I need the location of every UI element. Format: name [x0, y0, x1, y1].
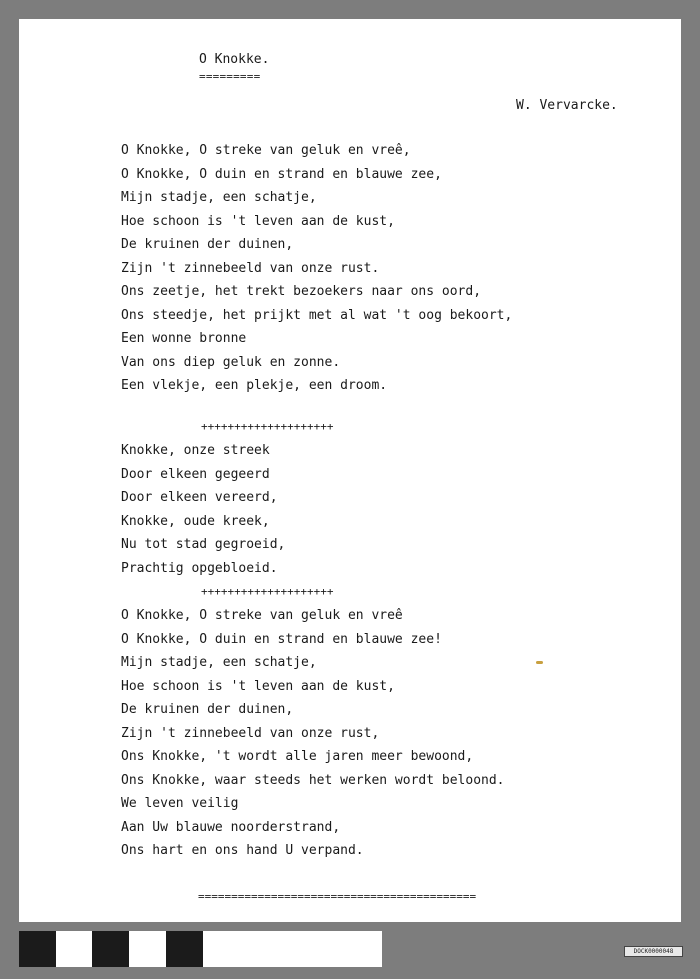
verse-line: Mijn stadje, een schatje, — [121, 190, 317, 205]
verse-line: O Knokke, O duin en strand en blauwe zee, — [121, 166, 442, 182]
verse-line: O Knokke, O streke van geluk en vreê — [121, 608, 403, 623]
verse-line: De kruinen der duinen, — [121, 237, 294, 252]
poem-title: O Knokke. — [199, 52, 270, 67]
verse-line: O Knokke, O streke van geluk en vreê, — [121, 143, 411, 158]
separator-2: ++++++++++++++++++++ — [201, 585, 334, 598]
verse-line: Knokke, oude kreek, — [121, 513, 270, 529]
verse-line: Ons Knokke, 't wordt alle jaren meer bewoond, — [121, 749, 474, 764]
title-underline: ========= — [199, 70, 261, 83]
stanza-1 — [121, 139, 512, 398]
closing-rule: ========================================== — [198, 890, 477, 903]
verse-line: Ons zeetje, het trekt bezoekers naar ons oord, — [121, 284, 482, 299]
stanza-3 — [121, 604, 505, 863]
scan-calibration-strip — [19, 931, 382, 967]
verse-line: Een vlekje, een plekje, een droom. — [121, 378, 388, 393]
verse-line: Mijn stadje, een schatje, — [121, 655, 317, 670]
verse-line: Een wonne bronne — [121, 331, 247, 346]
ink-speck — [536, 661, 543, 664]
stanza-2 — [121, 439, 285, 580]
verse-line: Ons hart en ons hand U verpand. — [121, 843, 364, 858]
verse-line: Hoe schoon is 't leven aan de kust, — [121, 213, 395, 229]
calibration-black-block — [166, 931, 203, 967]
verse-line: Nu tot stad gegroeid, — [121, 537, 286, 552]
calibration-black-block — [19, 931, 56, 967]
verse-line: De kruinen der duinen, — [121, 702, 294, 717]
calibration-black-block — [92, 931, 129, 967]
verse-line: We leven veilig — [121, 796, 239, 811]
verse-line: Door elkeen gegeerd — [121, 466, 270, 482]
verse-line: Zijn 't zinnebeeld van onze rust, — [121, 725, 380, 741]
separator-1: ++++++++++++++++++++ — [201, 420, 334, 433]
verse-line: Aan Uw blauwe noorderstrand, — [121, 819, 341, 835]
verse-line: Prachtig opgebloeid. — [121, 560, 278, 576]
verse-line: Door elkeen vereerd, — [121, 490, 278, 505]
verse-line: Hoe schoon is 't leven aan de kust, — [121, 678, 395, 694]
verse-line: Van ons diep geluk en zonne. — [121, 354, 341, 370]
author-name: W. Vervarcke. — [516, 98, 618, 113]
verse-line: Ons Knokke, waar steeds het werken wordt beloond. — [121, 772, 505, 788]
document-code-label: DOCK0000048 — [624, 946, 683, 957]
verse-line: O Knokke, O duin en strand en blauwe zee! — [121, 631, 442, 647]
verse-line: Ons steedje, het prijkt met al wat 't oog bekoort, — [121, 307, 513, 323]
verse-line: Knokke, onze streek — [121, 443, 270, 458]
verse-line: Zijn 't zinnebeeld van onze rust. — [121, 260, 380, 276]
